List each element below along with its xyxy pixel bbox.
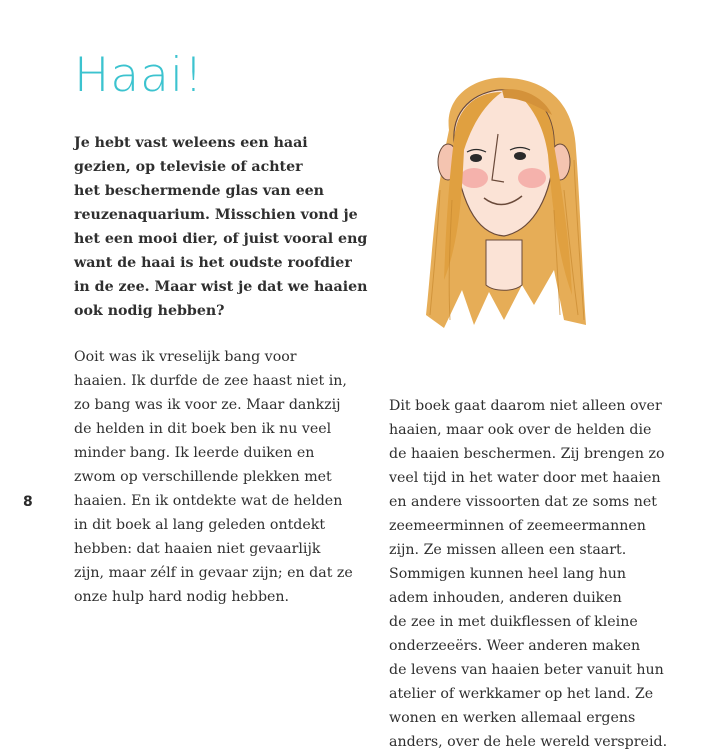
text-line: de haaien beschermen. Zij brengen zo: [389, 446, 665, 462]
page-title: Haai!: [74, 48, 204, 103]
intro-line: gezien, op televisie of achter: [74, 159, 303, 175]
intro-paragraph: [74, 131, 368, 323]
text-line: zo bang was ik voor ze. Maar dankzij: [74, 397, 341, 413]
text-line: adem inhouden, anderen duiken: [389, 590, 622, 606]
intro-line: in de zee. Maar wist je dat we haaien: [74, 279, 368, 295]
text-line: zeemeerminnen of zeemeermannen: [389, 518, 646, 534]
intro-line: het beschermende glas van een: [74, 183, 324, 199]
text-line: wonen en werken allemaal ergens: [389, 710, 636, 726]
text-line: atelier of werkkamer op het land. Ze: [389, 686, 654, 702]
text-line: onze hulp hard nodig hebben.: [74, 589, 290, 605]
text-line: haaien. En ik ontdekte wat de helden: [74, 493, 343, 509]
intro-line: Je hebt vast weleens een haai: [74, 135, 308, 151]
text-line: Dit boek gaat daarom niet alleen over: [389, 398, 662, 414]
text-line: minder bang. Ik leerde duiken en: [74, 445, 315, 461]
text-line: en andere vissoorten dat ze soms net: [389, 494, 657, 510]
text-line: hebben: dat haaien niet gevaarlijk: [74, 541, 321, 557]
left-column-paragraph: [74, 345, 364, 609]
text-line: zwom op verschillende plekken met: [74, 469, 332, 485]
intro-line: reuzenaquarium. Misschien vond je: [74, 207, 358, 223]
text-line: veel tijd in het water door met haaien: [389, 470, 661, 486]
text-line: haaien. Ik durfde de zee haast niet in,: [74, 373, 347, 389]
intro-line: ook nodig hebben?: [74, 303, 225, 319]
right-column-paragraph: [389, 394, 689, 754]
text-line: Ooit was ik vreselijk bang voor: [74, 349, 297, 365]
text-line: onderzeeërs. Weer anderen maken: [389, 638, 641, 654]
text-line: zijn. Ze missen alleen een staart.: [389, 542, 627, 558]
page-number: 8: [23, 494, 33, 510]
text-line: anders, over de hele wereld verspreid.: [389, 734, 668, 750]
text-line: in dit boek al lang geleden ontdekt: [74, 517, 326, 533]
intro-line: want de haai is het oudste roofdier: [74, 255, 352, 271]
text-line: de zee in met duikflessen of kleine: [389, 614, 638, 630]
text-line: Sommigen kunnen heel lang hun: [389, 566, 626, 582]
author-portrait-icon: [404, 70, 604, 340]
text-line: de helden in dit boek ben ik nu veel: [74, 421, 332, 437]
text-line: de levens van haaien beter vanuit hun: [389, 662, 664, 678]
text-line: haaien, maar ook over de helden die: [389, 422, 652, 438]
text-line: zijn, maar zélf in gevaar zijn; en dat ze: [74, 565, 353, 581]
intro-line: het een mooi dier, of juist vooral eng: [74, 231, 368, 247]
